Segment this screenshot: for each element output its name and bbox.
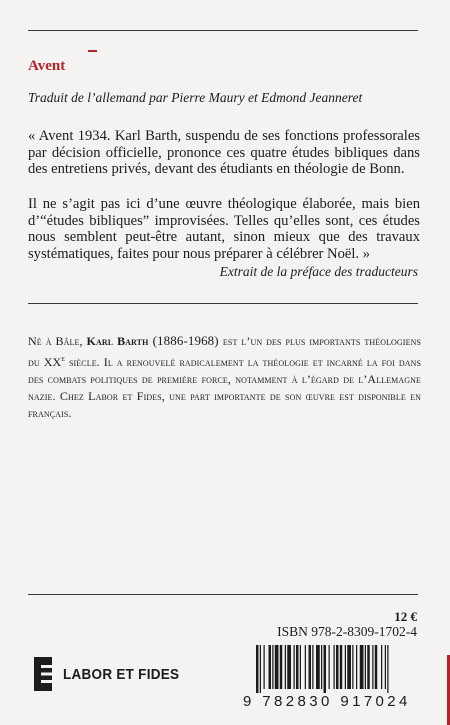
price: 12 € [394, 609, 417, 624]
author-years: (1886-1968) [148, 333, 223, 348]
barcode-icon [256, 645, 424, 693]
bio-body: est l’un des plus importants théologiens du XX [28, 334, 421, 369]
book-title: Avent [28, 58, 66, 74]
blurb-source: Extrait de la préface des traducteurs [219, 264, 418, 279]
accent-mark [88, 50, 97, 52]
publisher-name: LABOR ET FIDES [63, 666, 180, 683]
barcode-digits: 9 782830 917024 [243, 693, 411, 710]
blurb-paragraph-1: « Avent 1934. Karl Barth, suspendu de ses fonctions professorales par décision officielle, prononce ces quatre études bibliques dans des entretiens privés, devant des étudiants en théologie de Bonn. [28, 128, 420, 177]
isbn: ISBN 978-2-8309-1702-4 [277, 624, 417, 639]
author-name: Karl Barth [86, 334, 149, 348]
translator-line: Traduit de l’allemand par Pierre Maury et Edmond Jeanneret [28, 90, 363, 105]
century-superscript: e [61, 354, 66, 363]
publisher-logo-icon [34, 657, 52, 691]
bio-rest: siècle. Il a renouvelé radicalement la théologie et incarné la foi dans des combats politiques de première force, notamment à l’égard de l’Allemagne nazie. Chez Labor et Fides, une part importante de son œuvre est disponible en français. [28, 355, 421, 420]
author-bio [28, 332, 421, 422]
middle-rule [28, 303, 418, 304]
bio-intro: Né à Bâle, [28, 334, 87, 348]
top-rule [28, 30, 418, 31]
blurb-paragraph-2: Il ne s’agit pas ici d’une œuvre théologique élaborée, mais bien d’“études bibliques” improvisées. Telles qu’elles sont, ces études nous semblent peut-être autant, sinon mieux que des travaux systématiques, faites pour nous préparer à célébrer Noël. » [28, 196, 420, 262]
lower-rule [28, 594, 418, 595]
